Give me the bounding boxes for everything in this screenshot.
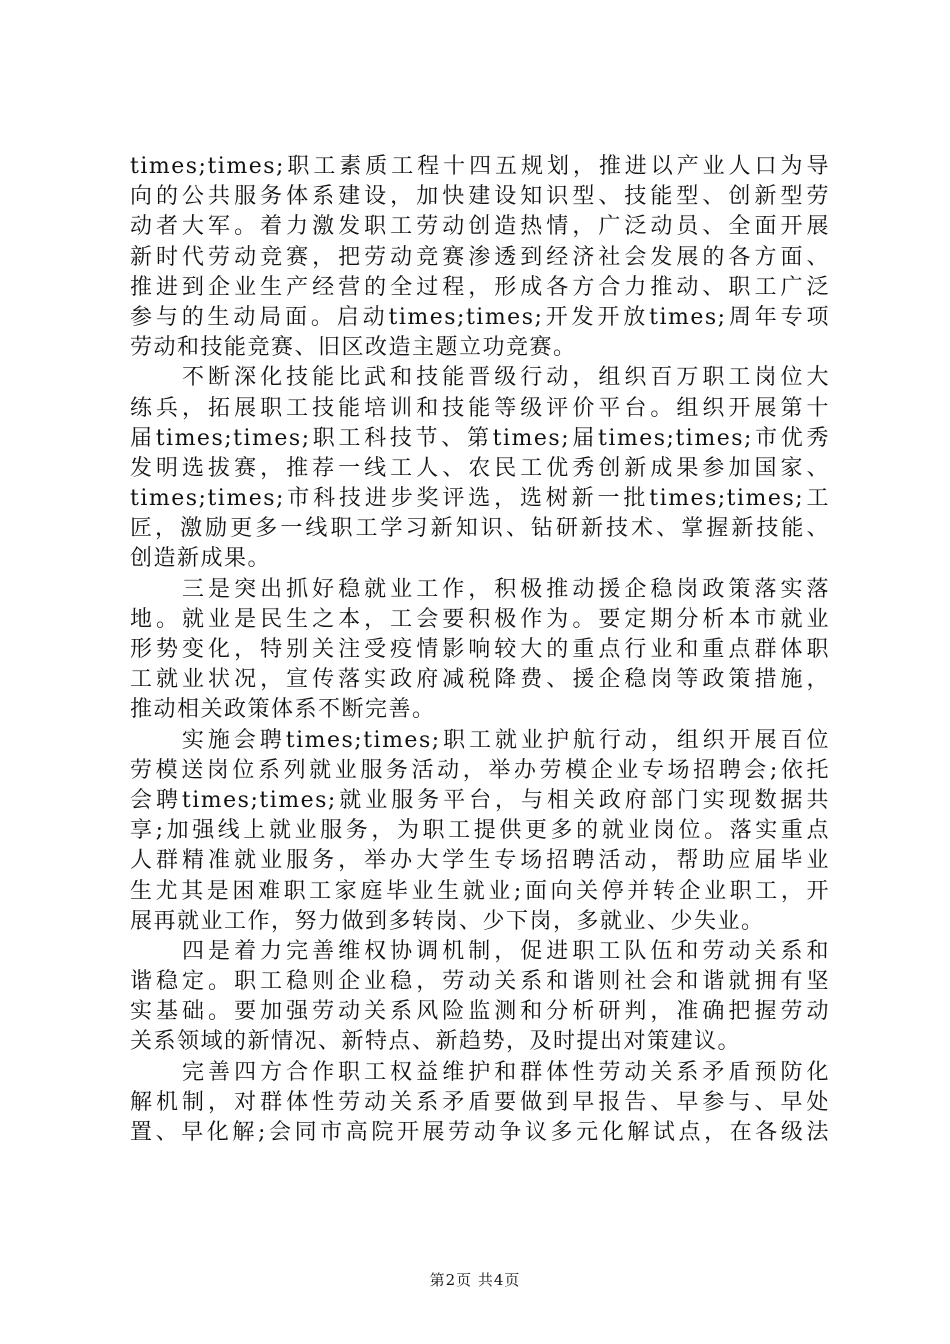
text-line: 练兵，拓展职工技能培训和技能等级评价平台。组织开展第十: [130, 395, 830, 421]
text-line: 会聘times;times;就业服务平台，与相关政府部门实现数据共: [130, 787, 830, 813]
text-line: 推进到企业生产经营的全过程，形成各方合力推动、职工广泛: [130, 274, 830, 300]
text-line: 新时代劳动竞赛，把劳动竞赛渗透到经济社会发展的各方面、: [130, 244, 830, 270]
text-line: 推动相关政策体系不断完善。: [130, 697, 436, 723]
text-line: 实施会聘times;times;职工就业护航行动，组织开展百位: [130, 727, 830, 753]
document-body: [130, 152, 830, 1148]
text-line: 实基础。要加强劳动关系风险监测和分析研判，准确把握劳动: [130, 999, 830, 1025]
text-line: 享;加强线上就业服务，为职工提供更多的就业岗位。落实重点: [130, 818, 830, 844]
text-line: 不断深化技能比武和技能晋级行动，组织百万职工岗位大: [130, 365, 830, 391]
text-line: 地。就业是民生之本，工会要积极作为。要定期分析本市就业: [130, 606, 830, 632]
text-line: 四是着力完善维权协调机制，促进职工队伍和劳动关系和: [130, 938, 830, 964]
text-line: 届times;times;职工科技节、第times;届times;times;市优秀: [130, 425, 830, 451]
text-line: 匠，激励更多一线职工学习新知识、钻研新技术、掌握新技能、: [130, 516, 830, 542]
text-line: 发明选拔赛，推荐一线工人、农民工优秀创新成果参加国家、: [130, 455, 830, 481]
text-line: times;times;职工素质工程十四五规划，推进以产业人口为导: [130, 154, 830, 179]
text-line: 生尤其是困难职工家庭毕业生就业;面向关停并转企业职工，开: [130, 878, 830, 904]
text-line: 创造新成果。: [130, 546, 272, 572]
text-line: 置、早化解;会同市高院开展劳动争议多元化解试点，在各级法: [130, 1120, 830, 1145]
text-line: 形势变化，特别关注受疫情影响较大的重点行业和重点群体职: [130, 637, 830, 662]
text-line: 关系领域的新情况、新特点、新趋势，及时提出对策建议。: [130, 1029, 742, 1055]
text-line: 完善四方合作职工权益维护和群体性劳动关系矛盾预防化: [130, 1059, 830, 1085]
text-line: 解机制，对群体性劳动关系矛盾要做到早报告、早参与、早处: [130, 1089, 830, 1115]
text-line: 动者大军。着力激发职工劳动创造热情，广泛动员、全面开展: [130, 214, 830, 240]
text-line: 谐稳定。职工稳则企业稳，劳动关系和谐则社会和谐就拥有坚: [130, 969, 830, 995]
text-line: 三是突出抓好稳就业工作，积极推动援企稳岗政策落实落: [130, 576, 830, 602]
text-line: 劳模送岗位系列就业服务活动，举办劳模企业专场招聘会;依托: [130, 757, 830, 783]
text-line: 人群精准就业服务，举办大学生专场招聘活动，帮助应届毕业: [130, 848, 830, 874]
text-line: 工就业状况，宣传落实政府减税降费、援企稳岗等政策措施，: [130, 667, 830, 693]
page-footer: 第2页 共4页: [429, 1271, 521, 1289]
text-line: 参与的生动局面。启动times;times;开发开放times;周年专项: [130, 304, 830, 330]
text-line: 向的公共服务体系建设，加快建设知识型、技能型、创新型劳: [130, 184, 830, 210]
text-line: 劳动和技能竞赛、旧区改造主题立功竞赛。: [130, 335, 577, 361]
text-line: times;times;市科技进步奖评选，选树新一批times;times;工: [130, 486, 830, 512]
text-line: 展再就业工作，努力做到多转岗、少下岗，多就业、少失业。: [130, 908, 765, 934]
